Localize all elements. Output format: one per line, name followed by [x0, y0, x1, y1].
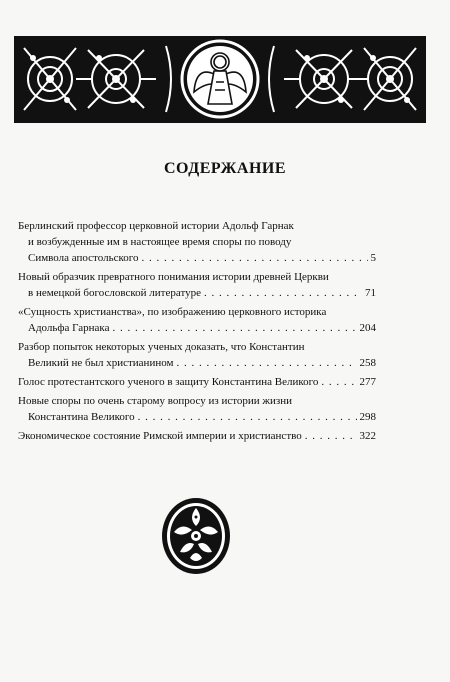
- contents-heading: СОДЕРЖАНИЕ: [163, 160, 287, 177]
- toc-entry-text: Берлинский профессор церковной истории Адольф Гарнак: [18, 220, 294, 232]
- toc-entry[interactable]: [18, 304, 376, 336]
- toc-entry[interactable]: [18, 339, 376, 371]
- toc-page-number: 5: [370, 252, 376, 264]
- toc-page-number: 204: [359, 322, 376, 334]
- toc-page-number: 277: [359, 376, 376, 388]
- leader-dots: [112, 320, 356, 336]
- toc-entry-text: Символа апостольского: [28, 252, 139, 264]
- toc-page-number: 258: [359, 357, 376, 369]
- toc-entry-text: Адольфа Гарнака: [28, 322, 110, 334]
- leader-dots: [142, 250, 368, 266]
- interlace-ornament-icon: [16, 38, 424, 121]
- leader-dots: [305, 428, 357, 444]
- leader-dots: [321, 374, 356, 390]
- toc-entry[interactable]: [18, 218, 376, 266]
- toc-entry[interactable]: [18, 269, 376, 301]
- toc-entry-text: Новый образчик превратного понимания истории древней Церкви: [18, 271, 329, 283]
- toc-entry[interactable]: [18, 393, 376, 425]
- toc-page-number: 322: [359, 430, 376, 442]
- floral-medallion-icon: [160, 496, 232, 581]
- toc-page-number: 298: [359, 411, 376, 423]
- leader-dots: [204, 285, 362, 301]
- toc-entry-text: Великий не был христианином: [28, 357, 174, 369]
- toc-entry[interactable]: [18, 428, 376, 444]
- toc-entry-text: в немецкой богословской литературе: [28, 287, 201, 299]
- toc-page-number: 71: [365, 287, 376, 299]
- leader-dots: [138, 409, 357, 425]
- toc-entry-text: Разбор попыток некоторых ученых доказать, что Константин: [18, 341, 305, 353]
- table-of-contents: [18, 218, 376, 447]
- toc-entry-text: и возбужденные им в настоящее время споры по поводу: [28, 236, 292, 248]
- toc-entry-text: «Сущность христианства», по изображению церковного историка: [18, 306, 327, 318]
- toc-entry[interactable]: [18, 374, 376, 390]
- toc-entry-text: Голос протестантского ученого в защиту Константина Великого: [18, 376, 319, 388]
- toc-entry-text: Экономическое состояние Римской империи и христианство: [18, 430, 302, 442]
- toc-entry-text: Новые споры по очень старому вопросу из истории жизни: [18, 395, 293, 407]
- leader-dots: [176, 355, 356, 371]
- ornamental-header-band: [14, 36, 426, 123]
- toc-entry-text: Константина Великого: [28, 411, 135, 423]
